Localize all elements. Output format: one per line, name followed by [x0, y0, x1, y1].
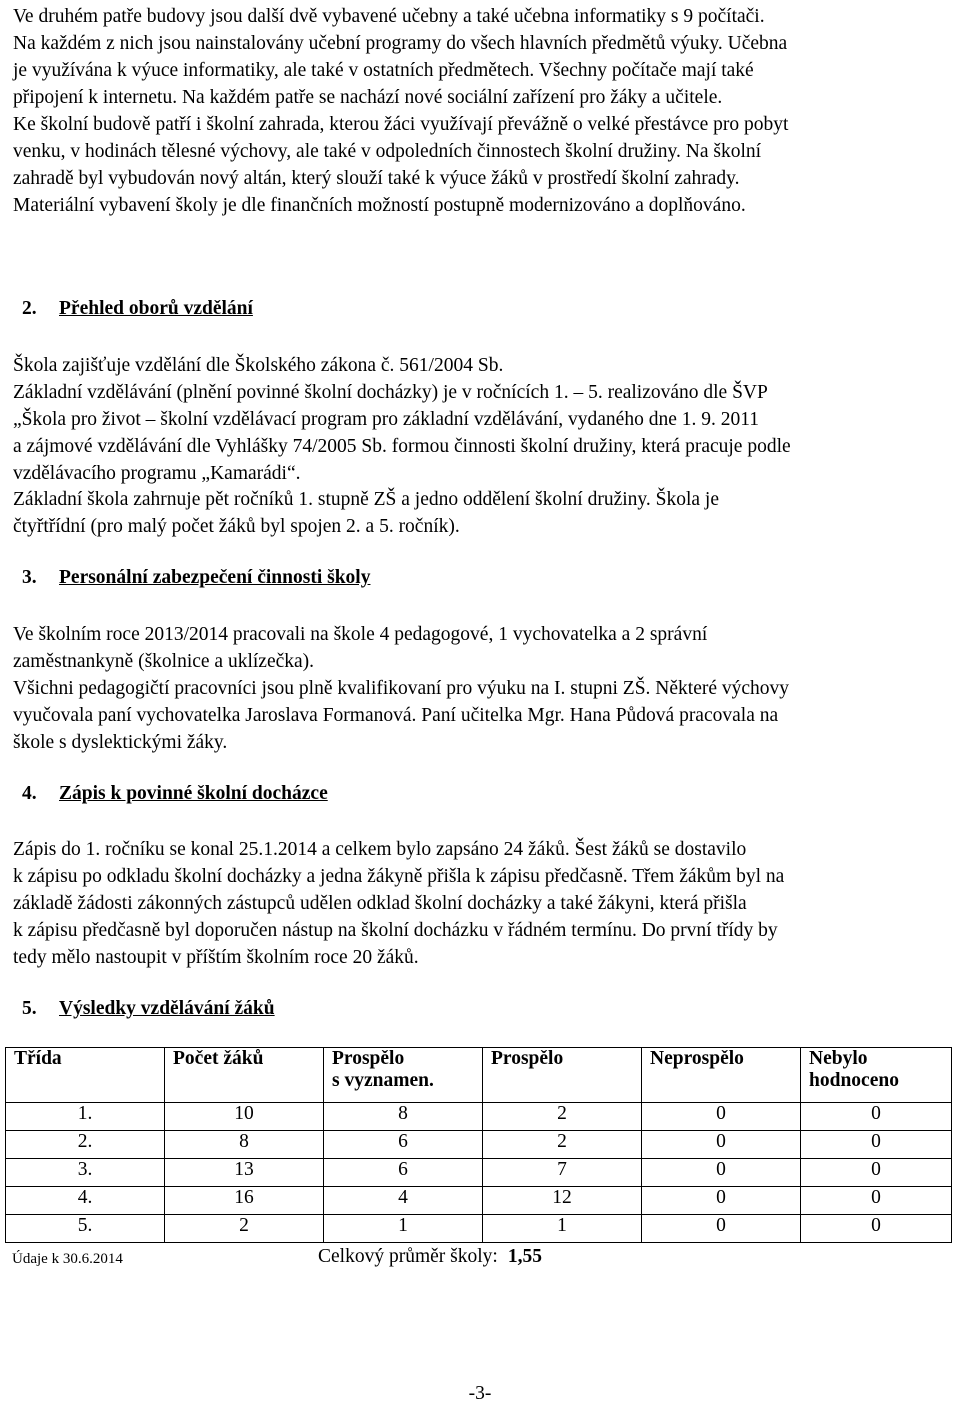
section3-line: zaměstnankyně (školnice a uklízečka).: [13, 651, 315, 672]
results-table: [5, 1047, 952, 1243]
table-cell: 4: [324, 1187, 483, 1215]
school-average: [318, 1246, 542, 1268]
table-cell: 16: [165, 1187, 324, 1215]
header-cell: Nebylo hodnoceno: [801, 1048, 952, 1103]
table-cell: 1: [324, 1215, 483, 1243]
section3-line: Všichni pedagogičtí pracovníci jsou plně kvalifikovaní pro výuku na I. stupni ZŠ. Některé výchovy: [13, 678, 790, 699]
table-cell: 2.: [6, 1131, 165, 1159]
header-cell: Třída: [6, 1048, 165, 1103]
table-cell: 0: [801, 1187, 952, 1215]
table-cell: 3.: [6, 1159, 165, 1187]
section3-line: vyučovala paní vychovatelka Jaroslava Formanová. Paní učitelka Mgr. Hana Půdová pracovala na: [13, 705, 779, 726]
page-number: -3-: [468, 1383, 492, 1404]
table-cell: 13: [165, 1159, 324, 1187]
section-title: Přehled oborů vzdělání: [59, 298, 253, 319]
table-header-row: [6, 1048, 952, 1103]
section4-line: tedy mělo nastoupit v příštím školním roce 20 žáků.: [13, 947, 419, 968]
section4-line: základě žádosti zákonných zástupců udělen odklad školní docházky a také žákyni, která přišla: [13, 893, 747, 914]
table-row: [6, 1131, 952, 1159]
table-cell: 8: [165, 1131, 324, 1159]
section2-line: vzdělávacího programu „Kamarádi“.: [13, 463, 301, 484]
table-cell: 1.: [6, 1103, 165, 1131]
section2-line: Základní vzdělávání (plnění povinné školní docházky) je v ročnících 1. – 5. realizováno dle ŠVP: [13, 382, 768, 403]
intro-line: Ve druhém patře budovy jsou další dvě vybavené učebny a také učebna informatiky s 9 počítači.: [13, 6, 765, 27]
data-date-note: Údaje k 30.6.2014: [12, 1251, 123, 1267]
section2-line: čtyřtřídní (pro malý počet žáků byl spojen 2. a 5. ročník).: [13, 516, 460, 537]
intro-line: Na každém z nich jsou nainstalovány učební programy do všech hlavních předmětů výuky. Učebna: [13, 33, 788, 54]
intro-line: připojení k internetu. Na každém patře se nachází nové sociální zařízení pro žáky a učitele.: [13, 87, 723, 108]
average-label: Celkový průměr školy:: [318, 1246, 498, 1267]
section-number: 2.: [22, 298, 37, 319]
table-row: [6, 1159, 952, 1187]
table-cell: 5.: [6, 1215, 165, 1243]
table-cell: 2: [165, 1215, 324, 1243]
table-cell: 7: [483, 1159, 642, 1187]
table-row: [6, 1215, 952, 1243]
table-cell: 6: [324, 1131, 483, 1159]
header-cell: Prospělo: [483, 1048, 642, 1103]
section-number: 4.: [22, 783, 37, 804]
table-cell: 2: [483, 1131, 642, 1159]
intro-line: je využívána k výuce informatiky, ale také v ostatních předmětech. Všechny počítače mají také: [13, 60, 754, 81]
section-title: Výsledky vzdělávání žáků: [59, 998, 275, 1019]
section-number: 3.: [22, 567, 37, 588]
table-cell: 4.: [6, 1187, 165, 1215]
header-cell: Neprospělo: [642, 1048, 801, 1103]
table-cell: 0: [642, 1187, 801, 1215]
section3-line: škole s dyslektickými žáky.: [13, 732, 228, 753]
section2-line: a zájmové vzdělávání dle Vyhlášky 74/2005 Sb. formou činnosti školní družiny, která pracuje podle: [13, 436, 791, 457]
header-cell: Počet žáků: [165, 1048, 324, 1103]
table-cell: 0: [801, 1215, 952, 1243]
table-cell: 2: [483, 1103, 642, 1131]
section4-line: k zápisu předčasně byl doporučen nástup na školní docházku v řádném termínu. Do první třídy by: [13, 920, 778, 941]
table-cell: 12: [483, 1187, 642, 1215]
table-cell: 0: [801, 1103, 952, 1131]
table-cell: 8: [324, 1103, 483, 1131]
table-cell: 10: [165, 1103, 324, 1131]
average-value: 1,55: [507, 1246, 542, 1267]
header-cell: Prospělo s vyznamen.: [324, 1048, 483, 1103]
table-cell: 0: [801, 1131, 952, 1159]
section3-line: Ve školním roce 2013/2014 pracovali na škole 4 pedagogové, 1 vychovatelka a 2 správní: [13, 624, 708, 645]
section-title: Personální zabezpečení činnosti školy: [59, 567, 371, 588]
table-cell: 0: [642, 1131, 801, 1159]
intro-line: Materiální vybavení školy je dle finančních možností postupně modernizováno a doplňováno.: [13, 195, 746, 216]
intro-line: venku, v hodinách tělesné výchovy, ale také v odpoledních činnostech školní družiny. Na školní: [13, 141, 762, 162]
section-number: 5.: [22, 998, 37, 1019]
section2-line: Základní škola zahrnuje pět ročníků 1. stupně ZŠ a jedno oddělení školní družiny. Škola je: [13, 489, 719, 510]
section2-line: Škola zajišťuje vzdělání dle Školského zákona č. 561/2004 Sb.: [13, 355, 504, 376]
intro-line: zahradě byl vybudován nový altán, který slouží také k výuce žáků v prostředí školní zahrady.: [13, 168, 740, 189]
table-row: [6, 1187, 952, 1215]
section2-line: „Škola pro život – školní vzdělávací program pro základní vzdělávání, vydaného dne 1. 9. 2011: [13, 409, 760, 430]
table-cell: 0: [642, 1159, 801, 1187]
table-cell: 0: [801, 1159, 952, 1187]
intro-line: Ke školní budově patří i školní zahrada, kterou žáci využívají převážně o velké přestávce pro pobyt: [13, 114, 789, 135]
table-row: [6, 1103, 952, 1131]
table-cell: 0: [642, 1103, 801, 1131]
table-cell: 1: [483, 1215, 642, 1243]
section4-line: Zápis do 1. ročníku se konal 25.1.2014 a celkem bylo zapsáno 24 žáků. Šest žáků se dostavilo: [13, 839, 747, 860]
section4-line: k zápisu po odkladu školní docházky a jedna žákyně přišla k zápisu předčasně. Třem žákům byl na: [13, 866, 785, 887]
section-title: Zápis k povinné školní docházce: [59, 783, 328, 804]
table-cell: 0: [642, 1215, 801, 1243]
table-cell: 6: [324, 1159, 483, 1187]
